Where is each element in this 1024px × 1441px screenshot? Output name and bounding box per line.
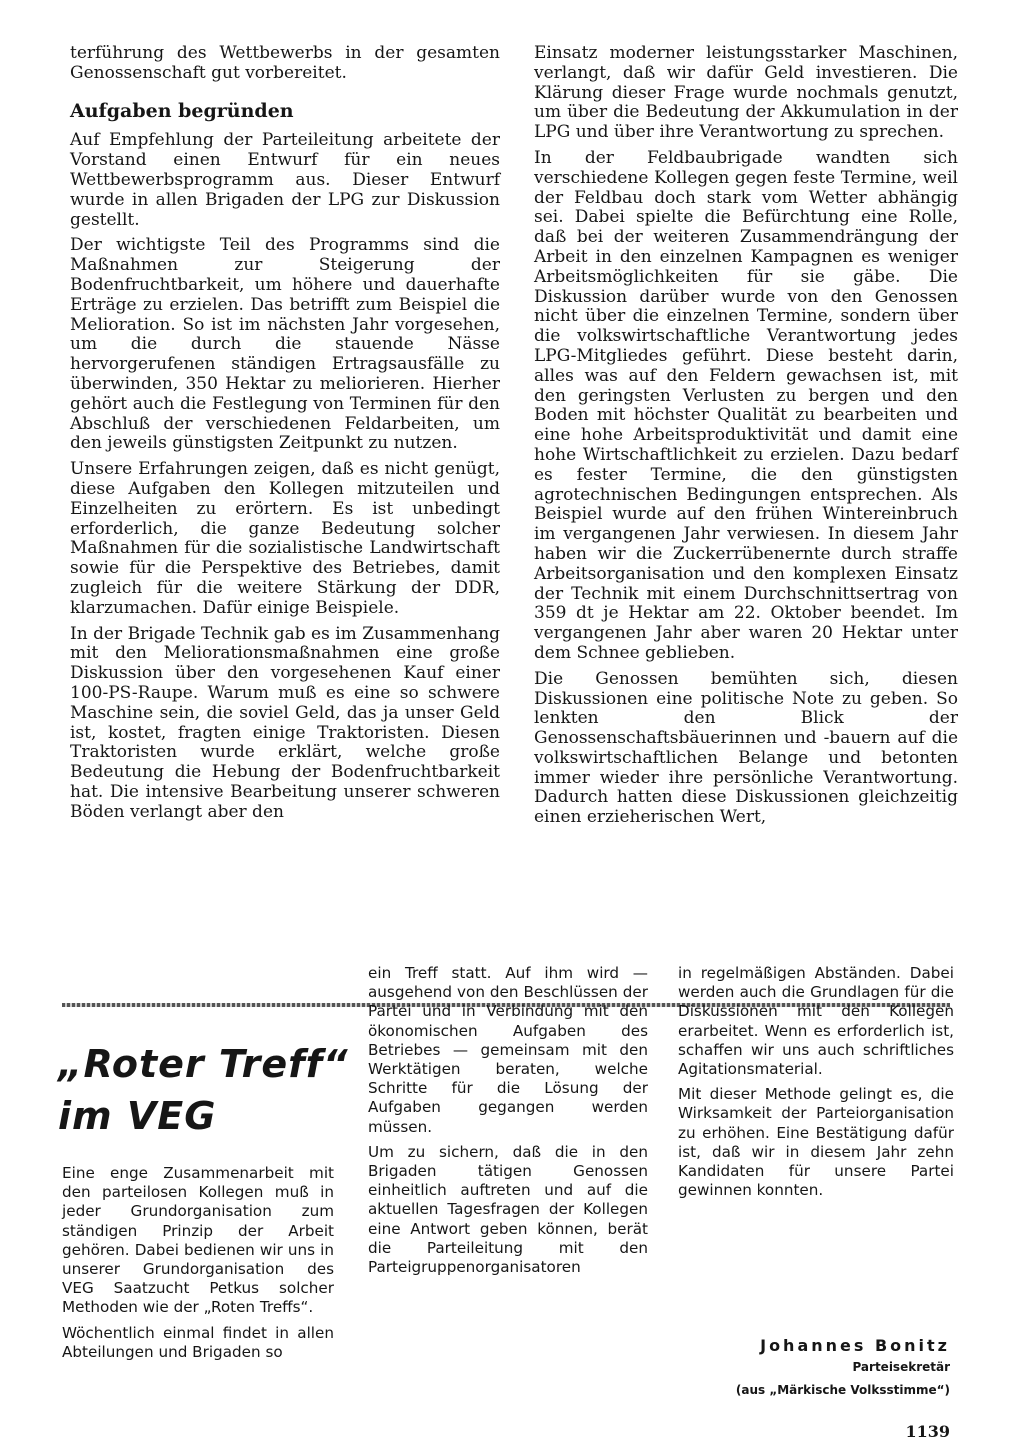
- box-paragraph: Mit dieser Methode gelingt es, die Wirksamkeit der Parteiorganisation zu erhöhen. Eine Bestätigung dafür ist, daß wir in diesem Jahr zehn Kandidaten für unsere Partei gewinnen konnten.: [678, 1085, 954, 1200]
- box-paragraph: ein Treff statt. Auf ihm wird — ausgehend von den Beschlüssen der Partei und in Verbindung mit den ökonomischen Aufgaben des Betriebes — gemeinsam mit den Werktätigen beraten, welche Schritte für die Lösung der Aufgaben gegangen werden müssen.: [368, 964, 648, 1136]
- article-paragraph: In der Brigade Technik gab es im Zusammenhang mit den Meliorationsmaßnahmen eine große Diskussion über den vorgesehenen Kauf einer 100-PS-Raupe. Warum muß es eine so schwere Maschine sein, die soviel Geld, das ja unser Geld ist, kostet, fragten einige Traktoristen. Diesen Traktoristen wurde erklärt, welche große Bedeutung die Hebung der Bodenfruchtbarkeit hat. Die intensive Bearbeitung unserer schweren Böden verlangt aber den: [70, 623, 500, 822]
- page-number: 1139: [905, 1422, 950, 1441]
- article-paragraph: Einsatz moderner leistungsstarker Maschinen, verlangt, daß wir dafür Geld investieren. Die Klärung dieser Frage wurde nochmals genutzt, um über die Bedeutung der Akkumulation in der LPG und über ihre Verantwortung zu sprechen.: [534, 43, 958, 143]
- lead-continuation: terführung des Wettbewerbs in der gesamten Genossenschaft gut vorbereitet.: [70, 43, 500, 83]
- box-column-1: [62, 1164, 334, 1368]
- article-paragraph: Auf Empfehlung der Parteileitung arbeitete der Vorstand einen Entwurf für ein neues Wettbewerbsprogramm aus. Dieser Entwurf wurde in allen Brigaden der LPG zur Diskussion gestellt.: [70, 130, 500, 230]
- section-heading: Aufgaben begründen: [70, 99, 294, 122]
- box-column-3: [678, 964, 954, 1206]
- box-title-line: im VEG: [58, 1094, 217, 1138]
- article-paragraph: Der wichtigste Teil des Programms sind die Maßnahmen zur Steigerung der Bodenfruchtbarkeit, um höhere und dauerhafte Erträge zu erzielen. Das betrifft zum Beispiel die Melioration. So ist im nächsten Jahr vorgesehen, um die durch die stauende Nässe hervorgerufenen ständigen Ertragsausfälle zu überwinden, 350 Hektar zu meliorieren. Hierher gehört auch die Festlegung von Terminen für den Abschluß der verschiedenen Feldarbeiten, um den jeweils günstigsten Zeitpunkt zu nutzen.: [70, 235, 500, 454]
- article-paragraph: In der Feldbaubrigade wandten sich verschiedene Kollegen gegen feste Termine, weil der Feldbau doch stark vom Wetter abhängig sei. Dabei spielte die Befürchtung eine Rolle, daß bei der weiteren Zusammendrängung der Arbeit in den einzelnen Kampagnen es weniger Arbeitsmöglichkeiten für sie gäbe. Die Diskussion darüber wurde von den Genossen nicht über die einzelnen Termine, sondern über die volkswirtschaftliche Verantwortung jedes LPG-Mitgliedes geführt. Diese besteht darin, alles was auf den Feldern gewachsen ist, mit den geringsten Verlusten zu bergen und den Boden mit höchster Qualität zu bearbeiten und eine hohe Arbeitsproduktivität und damit eine hohe Wirtschaftlichkeit zu erzielen. Dazu bedarf es fester Termine, die den günstigsten agrotechnischen Bedingungen entsprechen. Als Beispiel wurde auf den frühen Wintereinbruch im vergangenen Jahr verwiesen. In diesem Jahr haben wir die Zuckerrübenernte durch straffe Arbeitsorganisation und den komplexen Einsatz der Technik mit einem Durchschnittsertrag von 359 dt je Hektar am 22. Oktober beendet. Im vergangenen Jahr aber waren 20 Hektar unter dem Schnee geblieben.: [534, 147, 958, 663]
- article-paragraph: Unsere Erfahrungen zeigen, daß es nicht genügt, diese Aufgaben den Kollegen mitzuteilen und Einzelheiten zu erörtern. Es ist unbedingt erforderlich, die ganze Bedeutung solcher Maßnahmen für die sozialistische Landwirtschaft sowie für die Perspektive des Betriebes, damit zugleich für die weitere Stärkung der DDR, klarzumachen. Dafür einige Beispiele.: [70, 459, 500, 618]
- box-paragraph: Eine enge Zusammenarbeit mit den parteilosen Kollegen muß in jeder Grundorganisation zum ständigen Prinzip der Arbeit gehören. Dabei bedienen wir uns in unserer Grundorganisation des VEG Saatzucht Petkus solcher Methoden wie der „Roten Treffs“.: [62, 1164, 334, 1317]
- box-paragraph: Wöchentlich einmal findet in allen Abteilungen und Brigaden so: [62, 1323, 334, 1361]
- article-paragraph: Die Genossen bemühten sich, diesen Diskussionen eine politische Note zu geben. So lenkten den Blick der Genossenschaftsbäuerinnen und -bauern auf die volkswirtschaftlichen Belange und betonten immer wieder ihre persönliche Verantwortung. Dadurch hatten diese Diskussionen gleichzeitig einen erzieherischen Wert,: [534, 668, 958, 828]
- box-title: [58, 1038, 349, 1142]
- author-role: Parteisekretär: [852, 1360, 950, 1374]
- article-right-column: [534, 44, 958, 834]
- article-left-column: [70, 44, 500, 828]
- box-paragraph: in regelmäßigen Abständen. Dabei werden auch die Grundlagen für die Diskussionen mit den Kollegen erarbeitet. Wenn es erforderlich ist, schaffen wir uns auch schriftliches Agitationsmaterial.: [678, 964, 954, 1079]
- box-title-line: „Roter Treff“: [58, 1042, 349, 1086]
- source-note: (aus „Märkische Volksstimme“): [735, 1383, 950, 1397]
- box-paragraph: Um zu sichern, daß die in den Brigaden tätigen Genossen einheitlich auftreten und auf die aktuellen Tagesfragen der Kollegen eine Antwort geben können, berät die Parteileitung mit den Parteigruppenorganisatoren: [368, 1142, 648, 1277]
- author-name: Johannes Bonitz: [760, 1336, 950, 1355]
- box-column-2: [368, 964, 648, 1283]
